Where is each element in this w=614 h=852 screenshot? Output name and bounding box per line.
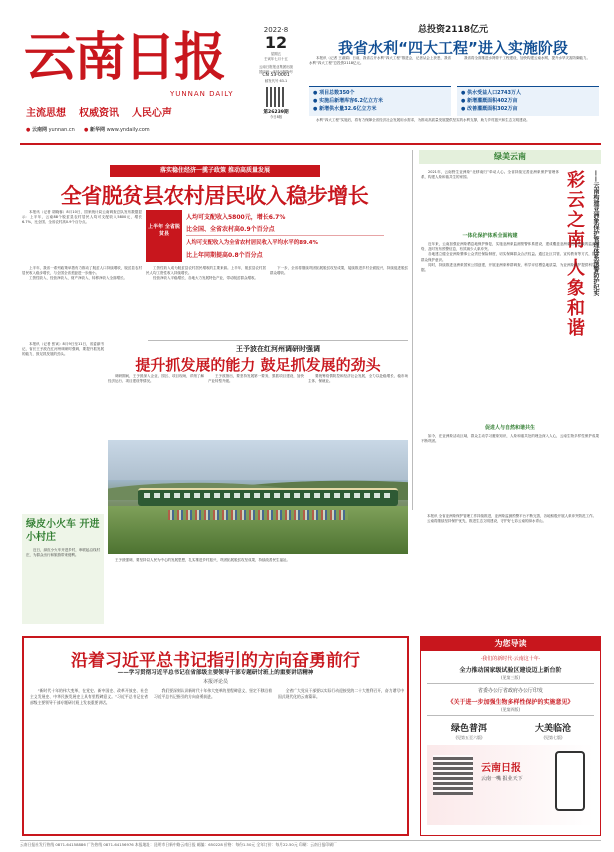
left-brief: 本报讯（记者 张寅）8月9日至11日，省委副书记、省长王予波在红河州调研时强调，要提升抓发展的能力，鼓足抓发展的劲头。 <box>22 342 104 357</box>
middle-body-2: 王予波指出，要坚持发展第一要务，狠抓项目建设，加快产业转型升级。 <box>208 374 304 384</box>
stat-supply: ● 新增供水量32.6亿立方米 <box>313 106 377 112</box>
stat-population: ● 供水受益人口2743万人 <box>461 90 522 96</box>
slogan-1: 主流思想 <box>26 108 66 119</box>
side-column-body-3: 如今，在亚洲象活动区域，群众主动学习避象知识，人象和谐共处的理念深入人心，云南生物多样性保护成果不断巩固。 <box>421 434 599 444</box>
masthead <box>20 22 260 140</box>
date-month: 8 <box>283 26 289 34</box>
promo-item-4a-page: (见第五至六版) <box>455 735 483 740</box>
news-icon: ● <box>83 127 89 133</box>
lead-stat-3: 人均可支配收入为全省农村居民收入平均水平的89.4% <box>186 240 318 246</box>
promo-item-4a[interactable]: 绿色普洱 <box>450 724 487 734</box>
lead-stats-badge <box>146 210 182 262</box>
issue-info <box>250 26 302 142</box>
top-story-headline: 我省水利“四大工程”进入实施阶段 <box>338 39 568 57</box>
photo-caption-box <box>22 514 104 624</box>
side-column-section-2: 促进人与自然和谐共生 <box>484 425 535 431</box>
issue-qr <box>266 87 286 107</box>
top-story-stats-right <box>457 86 599 116</box>
middle-kicker: 王予波在红河州调研时强调 <box>236 345 320 353</box>
promo-item-2: 省委办公厅省政府办公厅印发 <box>477 688 543 694</box>
issue-info-2: 国内统一连续出版物号 <box>259 69 293 74</box>
issue-info-3: CN 53-0001 <box>262 73 290 79</box>
masthead-english: YUNNAN DAILY <box>170 90 234 98</box>
middle-body-1: 调研期间，王予波深入企业、园区、项目现场，详细了解经济运行、项目建设等情况。 <box>108 374 204 384</box>
feature-subhead: ——学习贯彻习近平总书记在省部级主要领导干部专题研讨班上的重要讲话精神 <box>117 670 314 676</box>
side-column-body-4: 本报讯 全省亚洲象保护管理工作持续推进，亚洲象监测预警平台不断完善，各地积极开展人象冲突防范工作。 云南将继续坚持保护优先，推进生态文明建设，守护好七彩云南的绿水青山。 <box>427 514 597 524</box>
stat-storage: ● 实施后新增库容6.2亿立方米 <box>313 98 383 104</box>
photo-caption-body: 近日，绿皮小火车开进乡村，串联起沿线村庄，为群众出行和旅游带来便利。 <box>26 548 100 558</box>
lead-stat-2: 比全国、全省农村高0.9个百分点 <box>186 226 275 233</box>
side-column <box>412 150 601 510</box>
middle-body-3: 要统筹疫情防控和经济社会发展，全力以赴稳增长、稳市场主体、保就业。 <box>308 374 408 384</box>
stat-new-irrigation: ● 新增灌溉面积402万亩 <box>461 98 518 104</box>
promo-item-3[interactable]: 《关于进一步加强生物多样性保护的实施意见》 <box>447 699 574 706</box>
masthead-logo: 云南日报 <box>24 27 225 88</box>
footer: 云南日报社发行热线 0871-64158886 广告热线 0871-64156976 本报地址：昆明市日新中路云南日报 邮编：650228 价格：每份1.50元 全年订价：每月22.50元 印刷：云南日报印刷厂 <box>20 842 337 847</box>
promo-box <box>420 636 601 836</box>
promo-item-3-page: (见第四版) <box>500 707 521 712</box>
side-column-headline: 彩云之南 人象和谐 <box>564 170 585 339</box>
photo-caption: 绿皮小火车 开进小村庄 <box>26 519 100 543</box>
globe-icon: ● <box>26 127 31 133</box>
side-column-sub: ——云南构建亚洲象保护管理体系预警防护纪实 <box>592 170 599 296</box>
date-year: 2022 <box>263 26 282 34</box>
app-url[interactable]: www.yndaily.com <box>106 127 150 133</box>
top-story-body-bottom: 水利“四大工程”实施后，将有力保障全省经济社会发展用水需求，为推动高质量发展提供坚实的水利支撑，助力乡村振兴和生态文明建设。 <box>316 118 530 122</box>
issue-lunar: 壬寅年七月十五 <box>264 56 288 61</box>
side-column-header: 绿美云南 <box>419 150 601 164</box>
promo-app-banner <box>427 745 594 825</box>
slogan-2: 权威资讯 <box>78 108 119 119</box>
lead-body-2: 上半年，我省一系列政策举措有力推动了脱贫人口持续增收，脱贫县农村居民收入稳步增长，与全国全省差距进一步缩小。 工资性收入、经营净收入、财产净收入、转移净收入全面增长。 <box>22 266 142 281</box>
lead-kicker: 落实稳住经济一揽子政策 推动高质量发展 <box>110 165 320 177</box>
issue-number: 第26239期 <box>263 109 289 115</box>
middle-body-4: 王予波强调，要坚持以人民为中心的发展思想，扎实推进乡村振兴，巩固拓展脱贫攻坚成果，持续改善民生福祉。 <box>115 558 290 562</box>
lead-stat-1: 人均可支配收入5800元，增长6.7% <box>186 214 286 221</box>
lead-stats-box <box>146 210 386 262</box>
promo-item-1-page: (见第三版) <box>500 675 521 680</box>
top-story-kicker: 总投资2118亿元 <box>417 25 489 35</box>
middle-divider <box>148 340 408 341</box>
app-label: 新华网 <box>89 127 105 133</box>
promo-app-qr <box>433 755 473 795</box>
train-photo <box>108 440 408 554</box>
side-column-section-1: 一体化保护体系全面构建 <box>462 233 518 239</box>
promo-item-4b[interactable]: 大美临沧 <box>534 724 571 734</box>
masthead-web <box>26 126 150 133</box>
promo-rule-2 <box>427 715 594 716</box>
train-photo-windows <box>144 493 394 498</box>
promo-item-1[interactable]: 全力推动国家级试验区建设迈上新台阶 <box>459 667 562 674</box>
lead-stat-4: 比上年同期提高0.8个百分点 <box>186 252 263 259</box>
feature-body-2: 我们要深刻认识新时代十年伟大变革的里程碑意义，坚定不移沿着习近平总书记指引的方向奋勇前进。 <box>154 688 272 699</box>
middle-headline: 提升抓发展的能力 鼓足抓发展的劲头 <box>135 356 381 374</box>
top-story-body-right: 我省将全面推进水网骨干工程建设，加快构建云南水网，提升水旱灾害防御能力。 <box>464 56 590 60</box>
top-story-stats-left <box>309 86 451 116</box>
promo-phone <box>555 751 585 811</box>
promo-rule-1 <box>427 683 594 684</box>
side-column-body-1: 2021年，云南野生亚洲象“北移南归”牵动人心。全省持续完善亚洲象保护管理体系，构建人象和谐共生的家园。 <box>421 170 559 180</box>
lead-body-4: 下一步，全省将继续巩固拓展脱贫攻坚成果，接续推进乡村全面振兴，持续促进脱贫群众增收。 <box>270 266 408 276</box>
promo-item-4b-page: (见第七版) <box>543 735 563 740</box>
lead-stats-rule <box>186 235 384 236</box>
feature-byline: 本报评论员 <box>202 679 228 685</box>
issue-year: 2022·8 <box>263 26 289 34</box>
slogan-3: 人民心声 <box>131 108 172 119</box>
footer-rule <box>20 840 601 841</box>
masthead-divider <box>20 143 601 145</box>
issue-info-4: 邮发代号 63-1 <box>264 78 288 83</box>
web-label: 云南网 <box>31 127 47 133</box>
promo-app-title: 云南日报 <box>481 763 521 774</box>
lead-badge-text: 上半年 全省脱贫县 <box>148 224 180 237</box>
promo-header: 为您导读 <box>421 637 600 651</box>
top-story <box>305 22 601 140</box>
feature-body-1: “新时代十年的伟大变革，在党史、新中国史、改革开放史、社会主义发展史、中华民族发展史上具有里程碑意义。”习近平总书记在省部级主要领导干部专题研讨班上发表重要讲话。 <box>30 688 148 705</box>
promo-app-sub: 云南一嘴 报业天下 <box>481 776 523 782</box>
lead-body-3: 工资性收入成为脱贫县农村居民增收的主要来源。上半年，脱贫县农村居民人均工资性收入持续增长。 经营净收入平稳增长，各地大力发展特色产业，带动脱贫群众增收。 <box>146 266 266 281</box>
top-story-body-left: 本报讯（记者 王淑娟）日前，我省召开水利“四大工程”推进会，记者从会上获悉，我省水利“四大工程”总投资2118亿元。 <box>309 56 451 66</box>
stat-improved-irrigation: ● 改善灌溉面积302万亩 <box>461 106 518 112</box>
promo-tag: ·我们的新时代·云南这十年· <box>480 656 541 662</box>
train-photo-crowd <box>168 510 348 520</box>
issue-day: 12 <box>264 33 288 52</box>
issue-info-1: 云南日报报业集团出版 <box>259 65 293 70</box>
feature-box <box>22 636 409 836</box>
lead-headline: 全省脱贫县农村居民收入稳步增长 <box>60 184 369 208</box>
lead-body-1: 本报讯（记者 胡晓蓉）8月10日，国家统计局云南调查总队发布数据显示：上半年，云南88个脱贫县农村居民人均可支配收入5800元，增长6.7%，比全国、全省农村高0.9个百分点。 <box>22 210 142 225</box>
web-url[interactable]: yunnan.cn <box>48 127 75 133</box>
issue-pages: 今日8版 <box>269 114 283 119</box>
side-column-body-2: 近年来，云南加强亚洲象栖息地保护修复，实施亚洲象监测预警体系建设，建成覆盖亚洲象活动区域的监测网络，及时发布预警信息，有效减少人象冲突。 各地建立健全亚洲象肇事公众责任保险制度，切实保障群众合法权益。通过社区共管、宣传教育等方式，提高群众保护意识。 同时，持续推进亚洲象国家公园创建，开展亚洲象种群调查，科学评估栖息地质量，为亚洲象保护提供科学依据。 <box>421 242 599 273</box>
masthead-slogans <box>26 104 172 119</box>
feature-body-3: 全省广大党员干部要以实际行动迎接党的二十大胜利召开，奋力谱写中国式现代化的云南篇章。 <box>278 688 404 699</box>
issue-weekday: 星期五 <box>270 52 282 56</box>
stat-projects: ● 项目总数350个 <box>313 90 355 96</box>
feature-headline: 沿着习近平总书记指引的方向奋勇前行 <box>71 651 360 671</box>
